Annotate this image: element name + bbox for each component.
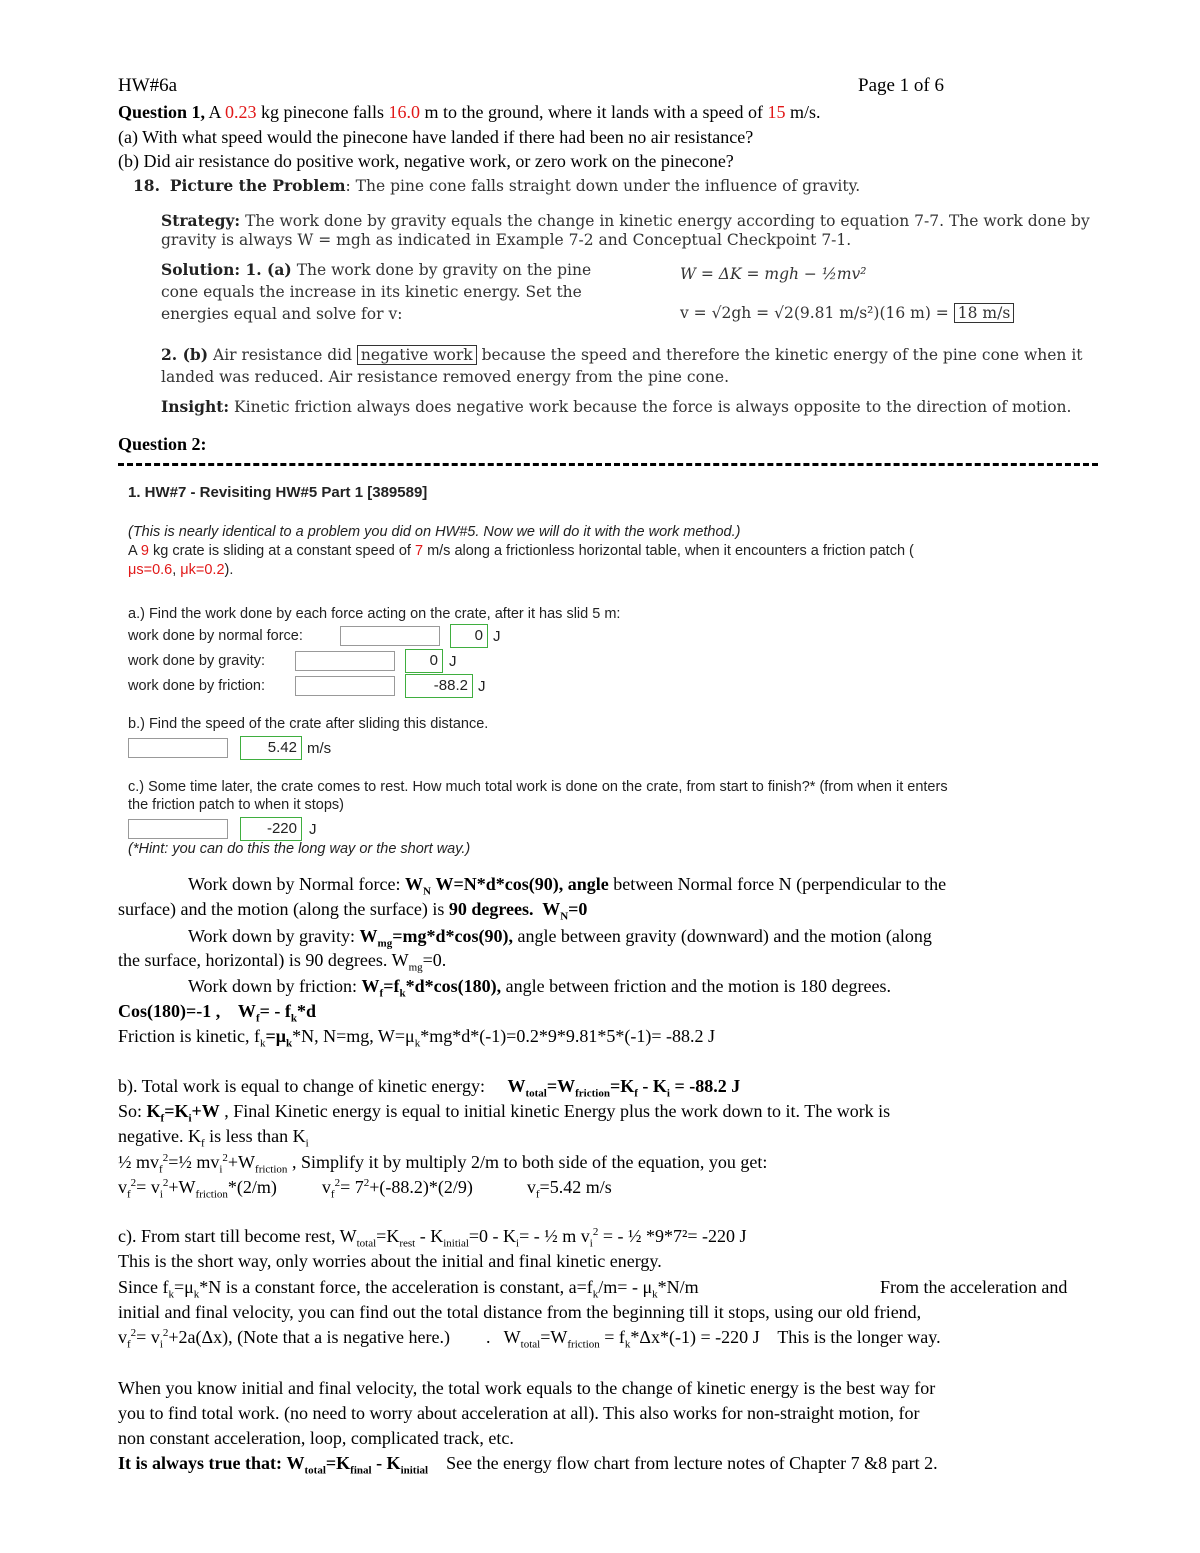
solution-strategy-1 xyxy=(161,211,1090,230)
friction-answer[interactable]: -88.2 xyxy=(405,674,473,698)
explain-cos180: Cos(180)=-1 , $W_f= - f_k*d$ xyxy=(118,1001,316,1025)
explain-c-1: c). From start till become rest, $W_{total}=K_{rest} - K_{initial}=0 - K_i=$ - ½ m $v_i^2$ = - ½ *9*7²= -220 J xyxy=(118,1226,747,1250)
c-longer-way: This is the longer way. xyxy=(777,1327,941,1347)
normal-force-input[interactable] xyxy=(340,626,440,646)
solution-strategy-2: gravity is always W = mgh as indicated in Example 7-2 and Conceptual Checkpoint 7-1. xyxy=(161,231,852,249)
gravity-text: angle between gravity (downward) and the motion (along xyxy=(512,926,932,946)
insight-label: Insight: xyxy=(161,397,230,416)
part-b-text-1: Air resistance did xyxy=(208,346,357,364)
explain-c-2: This is the short way, only worries about the initial and final kinetic energy. xyxy=(118,1251,662,1271)
normal-lead: Work down by Normal force: xyxy=(188,874,401,894)
q1-part-a: (a) With what speed would the pinecone have landed if there had been no air resistance? xyxy=(118,127,754,147)
explain-b-1: b). Total work is equal to change of kinetic energy: $W_{total}=W_{friction}=K_f - K_i = -88.2$ J xyxy=(118,1076,741,1100)
normal-force-answer[interactable]: 0 xyxy=(450,624,488,648)
explain-gravity-1: Work down by gravity: $W_{mg}=mg*d*\cos(90)$, angle between gravity (downward) and the motion (along xyxy=(188,926,932,950)
part-c-prompt-1: c.) Some time later, the crate comes to rest. How much total work is done on the crate, from start to finish?* (from when it enters xyxy=(128,779,948,795)
answer-speed-box: 18 m/s xyxy=(954,303,1015,323)
part-a-prompt: a.) Find the work done by each force acting on the crate, after it has slid 5 m: xyxy=(128,606,621,622)
normal-force-unit: J xyxy=(493,628,501,645)
c-result: = - ½ *9*7²= -220 J xyxy=(598,1226,747,1246)
doc-title: HW#6a xyxy=(118,75,178,96)
friction-unit: J xyxy=(478,678,486,695)
part-b-prompt: b.) Find the speed of the crate after sliding this distance. xyxy=(128,716,489,732)
solution-part-a-2: cone equals the increase in its kinetic energy. Set the xyxy=(161,283,582,301)
solution-part-a-1 xyxy=(161,260,591,279)
b-speed-v: v xyxy=(526,1177,536,1197)
part-c-hint: (*Hint: you can do this the long way or the short way.) xyxy=(128,841,471,857)
equation-speed xyxy=(680,304,1014,322)
friction-calc-3: *mg*d*(-1)=0.2*9*9.81*5*(-1)= -88.2 J xyxy=(420,1026,715,1046)
b-text-4: , Simplify it by multiply 2/m to both side of the equation, you get: xyxy=(287,1152,768,1172)
q2-text-1: A xyxy=(128,543,141,559)
picture-label: Picture the Problem xyxy=(169,176,346,195)
cos-180: Cos(180)=-1 , xyxy=(118,1001,221,1021)
explain-friction-calc: Friction is kinetic, $f_k=\mu_k*N$, N=mg, $W=\mu_k*mg*d*(-1)=0.2*9*9.81*5*(-1)= -88.2$ J xyxy=(118,1026,715,1050)
friction-calc-2: *N, N=mg, W=μ xyxy=(292,1026,415,1046)
gravity-unit: J xyxy=(449,653,457,670)
always-true-label: It is always true that: xyxy=(118,1453,282,1473)
explain-d-4: It is always true that: $W_{total}=K_{final} - K_{initial}$ See the energy flow chart from lecture notes of Chapter 7 &8 part 2. xyxy=(118,1453,938,1477)
friction-lead: Work down by friction: xyxy=(188,976,358,996)
c-text-3b: *N is a constant force, the acceleration is constant, a=f xyxy=(199,1277,593,1297)
q2-mass: 9 xyxy=(140,543,149,559)
c-text-3d: *N/m xyxy=(657,1277,699,1297)
b-result: = -88.2 J xyxy=(669,1076,741,1096)
picture-text: : The pine cone falls straight down under the influence of gravity. xyxy=(345,177,861,195)
row-label-normal: work done by normal force: xyxy=(128,628,303,644)
q2-text-2: kg crate is sliding at a constant speed of xyxy=(148,543,415,559)
c-lead: c). From start till become rest, W xyxy=(118,1226,357,1246)
speed-unit: m/s xyxy=(307,740,332,757)
q1-label: Question 1, xyxy=(118,102,206,122)
solution-part-b-2: landed was reduced. Air resistance removed energy from the pine cone. xyxy=(161,368,730,386)
solution-text-1: The work done by gravity on the pine xyxy=(291,261,592,279)
equation-work-energy: W = ΔK = mgh − ½mv² xyxy=(680,265,867,283)
q1-text-3: m to the ground, where it lands with a speed of xyxy=(420,102,768,122)
q2-text-3: m/s along a frictionless horizontal table, when it encounters a friction patch ( xyxy=(423,543,914,559)
row-label-friction: work done by friction: xyxy=(128,678,266,694)
total-work-answer[interactable]: -220 xyxy=(240,817,302,841)
energy-chart-note: See the energy flow chart from lecture notes of Chapter 7 &8 part 2. xyxy=(446,1453,938,1473)
normal-90: 90 degrees. xyxy=(448,899,534,919)
explain-d-2: you to find total work. (no need to worry about acceleration at all). This also works for non-straight motion, for xyxy=(118,1403,920,1423)
solution-part-b-1 xyxy=(161,345,1083,364)
gravity-answer[interactable]: 0 xyxy=(405,649,443,673)
friction-input[interactable] xyxy=(295,676,395,696)
q1-speed: 15 xyxy=(767,102,786,122)
mu-k-value: μk=0.2 xyxy=(180,562,225,578)
c-text-3c: /m= - μ xyxy=(598,1277,653,1297)
web-problem-statement xyxy=(128,543,914,559)
total-work-unit: J xyxy=(309,821,317,838)
explain-friction-1: Work down by friction: $W_f=f_k*d*\cos(180)$, angle between friction and the motion is 180 degrees. xyxy=(188,976,891,1000)
web-friction-coefficients xyxy=(128,562,233,578)
mu-separator: , xyxy=(172,562,181,578)
q1-statement xyxy=(118,101,820,123)
explain-normal-1: Work down by Normal force: $W_N$ W=N*d*cos(90), angle between Normal force N (perpendicular to the xyxy=(188,874,947,898)
q2-speed: 7 xyxy=(414,543,424,559)
part-c-prompt-2: the friction patch to when it stops) xyxy=(128,797,344,813)
solution-insight xyxy=(161,397,1071,416)
explain-normal-2: surface) and the motion (along the surface) is 90 degrees. $W_N=0$ xyxy=(118,899,588,923)
normal-text: between Normal force N (perpendicular to the xyxy=(608,874,947,894)
b-lead: b). Total work is equal to change of kinetic energy: xyxy=(118,1076,485,1096)
solution-label: Solution: 1. (a) xyxy=(161,260,292,279)
b-text-3: negative. K xyxy=(118,1126,201,1146)
solution-number: 18. xyxy=(133,176,160,195)
gravity-lead: Work down by gravity: xyxy=(188,926,356,946)
row-label-gravity: work done by gravity: xyxy=(128,653,266,669)
solution-part-a-3: energies equal and solve for v: xyxy=(161,305,403,323)
mu-close: ). xyxy=(224,562,234,578)
explain-b-3: negative. $K_f$ is less than $K_i$ xyxy=(118,1126,309,1150)
q1-part-b: (b) Did air resistance do positive work, negative work, or zero work on the pinecone? xyxy=(118,151,734,171)
gravity-text-2: the surface, horizontal) is 90 degrees. W xyxy=(118,950,409,970)
b-text-2: , Final Kinetic energy is equal to initial kinetic Energy plus the work down to it. The work is xyxy=(219,1101,891,1121)
explain-c-3e: From the acceleration and xyxy=(880,1277,1068,1297)
explain-b-4: ½ $mv_f^2=\frac{1}{2}$ $mv_i^2+W_{friction}$ , Simplify it by multiply 2/m to both side of the equation, you get: xyxy=(118,1152,768,1176)
q1-mass: 0.23 xyxy=(225,102,257,122)
friction-calc-1: Friction is kinetic, f xyxy=(118,1026,260,1046)
explain-c-5: $v_f^2= v_i^2+2a(\Delta x)$, (Note that a is negative here.) . $W_{total}=W_{friction} = f_k*\Delta x*(-1) = -220$ J This is the longer way. xyxy=(118,1327,941,1351)
part-b-label: 2. (b) xyxy=(161,345,209,364)
q2-label: Question 2: xyxy=(118,434,207,454)
section-divider xyxy=(118,463,1098,466)
total-work-input[interactable] xyxy=(128,819,228,839)
equation-speed-expr: v = √2gh = √2(9.81 m/s²)(16 m) = xyxy=(680,304,949,322)
insight-text: Kinetic friction always does negative work because the force is always opposite to the direction of motion. xyxy=(229,398,1072,416)
web-problem-note: (This is nearly identical to a problem you did on HW#5. Now we will do it with the work method.) xyxy=(128,524,741,540)
normal-text-2: surface) and the motion (along the surface) is xyxy=(118,899,449,919)
solution-picture xyxy=(133,176,860,195)
q1-text-1: A xyxy=(208,102,226,122)
q1-height: 16.0 xyxy=(388,102,421,122)
explain-b-2: So: $K_f=K_i+W$ , Final Kinetic energy is equal to initial kinetic Energy plus the work down to it. The work is xyxy=(118,1101,891,1125)
q1-text-2: kg pinecone falls xyxy=(256,102,389,122)
explain-c-3: Since $f_k=\mu_k*N$ is a constant force, the acceleration is constant, $a=f_k/m= - \mu_k*N/m$ xyxy=(118,1277,699,1301)
explain-c-4: initial and final velocity, you can find out the total distance from the beginning till it stops, using our old friend, xyxy=(118,1302,922,1322)
explain-gravity-2: the surface, horizontal) is 90 degrees. $W_{mg}=0$. xyxy=(118,950,447,974)
speed-input[interactable] xyxy=(128,738,228,758)
b-text-3b: is less than K xyxy=(204,1126,306,1146)
web-problem-title: 1. HW#7 - Revisiting HW#5 Part 1 [389589] xyxy=(128,484,428,501)
gravity-input[interactable] xyxy=(295,651,395,671)
explain-b-5: $v_f^2= v_i^2+W_{friction}*(2/m)$ $v_f^2= 7^2+(-88.2)*(2/9)$ $v_f=5.42$ m/s xyxy=(118,1177,612,1201)
mu-s-value: μs=0.6 xyxy=(128,562,173,578)
part-b-text-2: because the speed and therefore the kinetic energy of the pine cone when it xyxy=(476,346,1083,364)
c-text-3a: Since f xyxy=(118,1277,169,1297)
normal-formula: W=N*d*cos(90), xyxy=(435,874,564,894)
answer-negative-work-box: negative work xyxy=(357,345,477,365)
explain-d-1: When you know initial and final velocity, the total work equals to the change of kinetic energy is the best way for xyxy=(118,1378,936,1398)
strategy-text-1: The work done by gravity equals the change in kinetic energy according to equation 7-7. The work done by xyxy=(240,212,1090,230)
strategy-label: Strategy: xyxy=(161,211,241,230)
friction-text: angle between friction and the motion is 180 degrees. xyxy=(501,976,891,996)
page-number: Page 1 of 6 xyxy=(858,75,945,96)
q1-text-4: m/s. xyxy=(785,102,821,122)
normal-angle-word: angle xyxy=(567,874,609,894)
explain-d-3: non constant acceleration, loop, complicated track, etc. xyxy=(118,1428,514,1448)
speed-answer[interactable]: 5.42 xyxy=(240,736,302,760)
